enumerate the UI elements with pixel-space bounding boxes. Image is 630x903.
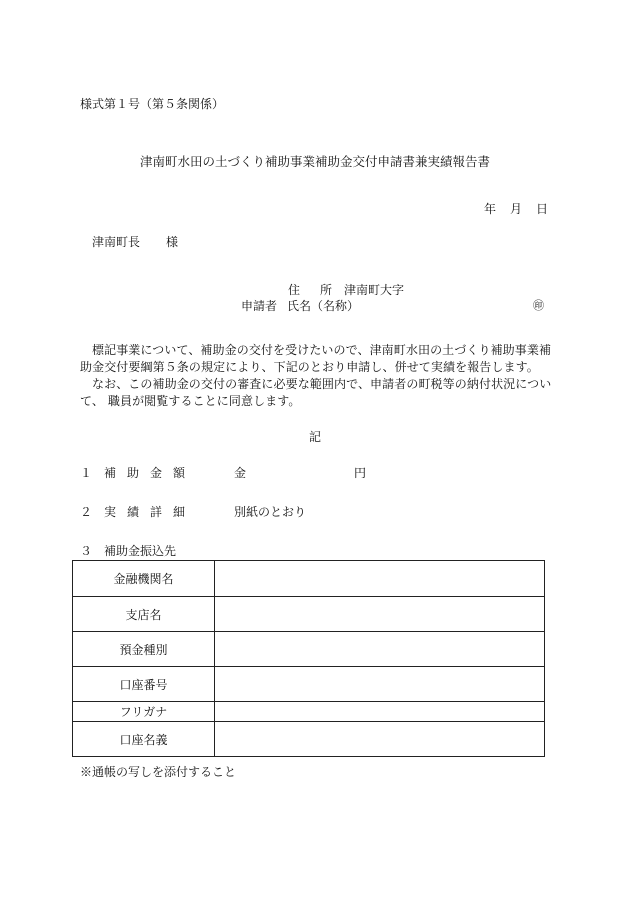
date-line (470, 200, 548, 217)
date-day: 日 (535, 202, 548, 216)
table-row (73, 632, 545, 667)
detail-value: 別紙のとおり (234, 505, 307, 519)
applicant-name-row (241, 297, 359, 314)
ki-heading: 記 (308, 430, 321, 444)
branch-name-label: 支店名 (73, 597, 215, 632)
address-label-2: 所 (320, 283, 333, 297)
addressee-name: 津南町長 (92, 235, 141, 249)
applicant-address-row (288, 281, 404, 298)
item-subsidy-amount (80, 464, 366, 481)
item-number: ２ (80, 505, 93, 519)
account-holder-field[interactable] (215, 722, 545, 757)
addressee (92, 233, 178, 250)
account-number-field[interactable] (215, 667, 545, 702)
footnote: ※通帳の写しを添付すること (80, 765, 237, 779)
furigana-field[interactable] (215, 702, 545, 722)
branch-name-field[interactable] (215, 597, 545, 632)
addressee-honorific: 様 (166, 235, 179, 249)
applicant-name-label: 氏名（名称） (287, 299, 360, 313)
item-number: １ (80, 466, 93, 480)
bank-name-label: 金融機関名 (73, 561, 215, 597)
item-label: 補助金額 (104, 466, 197, 480)
amount-prefix: 金 (234, 466, 247, 480)
body-paragraph-1: 標記事業について、補助金の交付を受けたいので、津南町水田の土づくり補助事業補助金交付要綱第５条の規定により、下記のとおり申請し、併せて実績を報告します。 (80, 343, 552, 374)
seal-mark: ㊞ (533, 299, 544, 312)
amount-unit: 円 (354, 466, 367, 480)
table-row (73, 702, 545, 722)
account-type-field[interactable] (215, 632, 545, 667)
account-type-label: 預金種別 (73, 632, 215, 667)
item-label: 補助金振込先 (104, 544, 177, 558)
form-number: 様式第１号（第５条関係） (80, 97, 225, 111)
date-year: 年 (483, 202, 496, 216)
date-month: 月 (509, 202, 522, 216)
bank-name-field[interactable] (215, 561, 545, 597)
table-row (73, 722, 545, 757)
bank-account-table (72, 560, 545, 757)
account-number-label: 口座番号 (73, 667, 215, 702)
table-row (73, 597, 545, 632)
document-title: 津南町水田の土づくり補助事業補助金交付申請書兼実績報告書 (139, 154, 490, 169)
address-label-1: 住 (288, 283, 301, 297)
item-label: 実績詳細 (104, 505, 197, 519)
item-number: ３ (80, 544, 93, 558)
account-holder-label: 口座名義 (73, 722, 215, 757)
item-bank-transfer (80, 542, 176, 559)
address-value: 津南町大字 (344, 283, 405, 297)
table-row (73, 667, 545, 702)
item-performance-detail (80, 503, 306, 520)
table-row (73, 561, 545, 597)
furigana-label: フリガナ (73, 702, 215, 722)
applicant-role: 申請者 (241, 299, 278, 313)
body-paragraph-2: なお、この補助金の交付の審査に必要な範囲内で、申請者の町税等の納付状況について、 職員が閲覧することに同意します。 (80, 377, 552, 408)
